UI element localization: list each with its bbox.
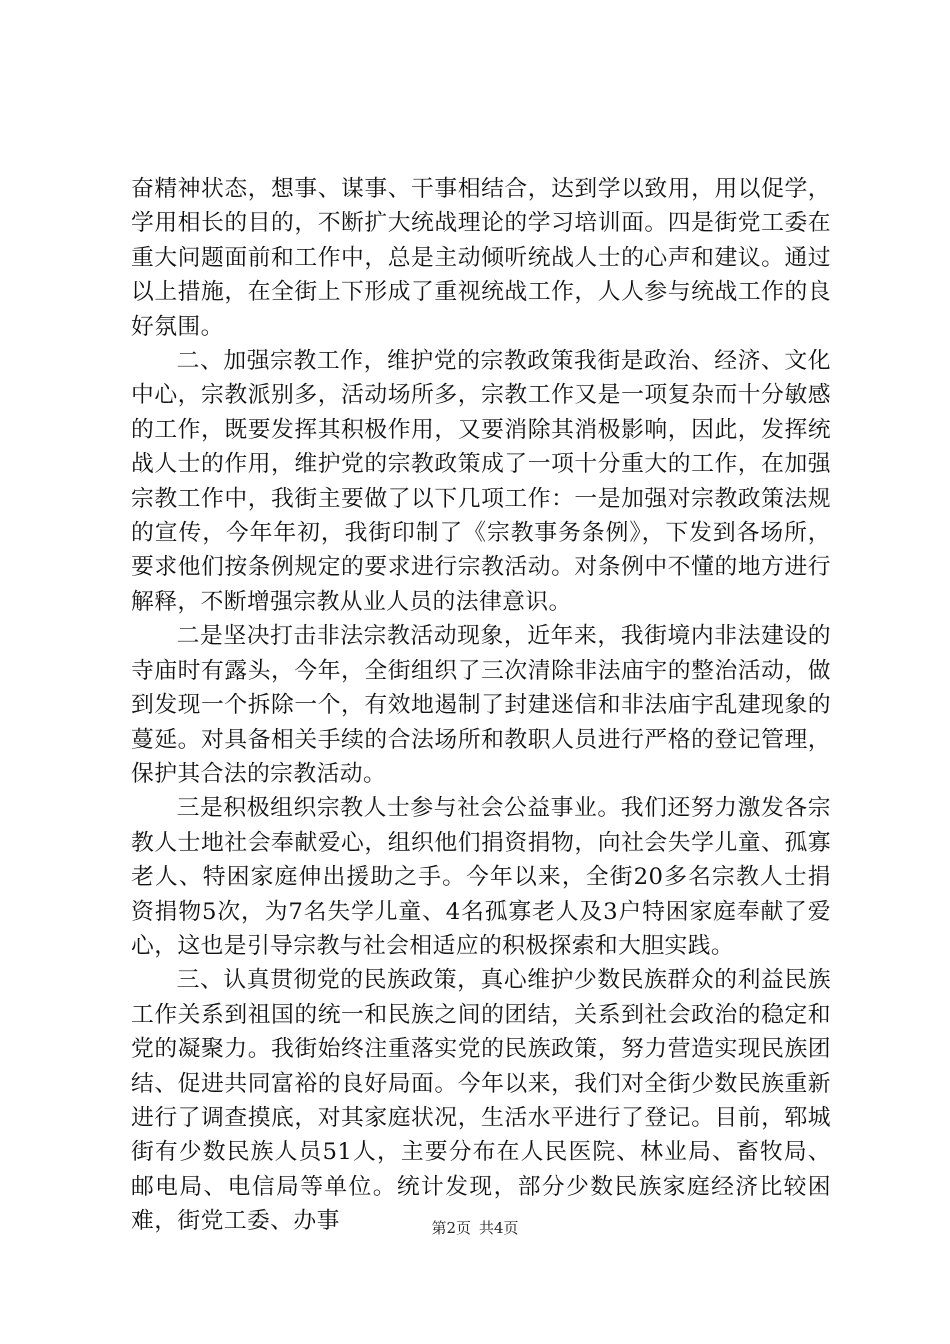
document-body [131, 172, 831, 1239]
page-number: 第2页 [431, 1219, 471, 1237]
paragraph-3: 二是坚决打击非法宗教活动现象，近年来，我街境内非法建设的寺庙时有露头，今年，全街组织了三次清除非法庙宇的整治活动，做到发现一个拆除一个，有效地遏制了封建迷信和非法庙宇乱建现象的蔓延。对具备相关手续的合法场所和教职人员进行严格的登记管理，保护其合法的宗教活动。 [131, 623, 831, 787]
page-total: 共4页 [479, 1219, 519, 1237]
paragraph-5: 三、认真贯彻党的民族政策，真心维护少数民族群众的利益民族工作关系到祖国的统一和民族之间的团结，关系到社会政治的稳定和党的凝聚力。我街始终注重落实党的民族政策，努力营造实现民族团结、促进共同富裕的良好局面。今年以来，我们对全街少数民族重新进行了调查摸底，对其家庭状况，生活水平进行了登记。目前，郓城街有少数民族人员51人，主要分布在人民医院、林业局、畜牧局、邮电局、电信局等单位。统计发现，部分少数民族家庭经济比较困难，街党工委、办事 [131, 967, 831, 1235]
page-footer [0, 1218, 950, 1238]
paragraph-1: 奋精神状态，想事、谋事、干事相结合，达到学以致用，用以促学，学用相长的目的，不断扩大统战理论的学习培训面。四是街党工委在重大问题面前和工作中，总是主动倾听统战人士的心声和建议。通过以上措施，在全街上下形成了重视统战工作，人人参与统战工作的良好氛围。 [131, 176, 831, 340]
paragraph-2: 二、加强宗教工作，维护党的宗教政策我街是政治、经济、文化中心，宗教派别多，活动场所多，宗教工作又是一项复杂而十分敏感的工作，既要发挥其积极作用，又要消除其消极影响，因此，发挥统战人士的作用，维护党的宗教政策成了一项十分重大的工作，在加强宗教工作中，我街主要做了以下几项工作：一是加强对宗教政策法规的宣传，今年年初，我街印制了《宗教事务条例》，下发到各场所，要求他们按条例规定的要求进行宗教活动。对条例中不懂的地方进行解释，不断增强宗教从业人员的法律意识。 [131, 348, 831, 615]
paragraph-4: 三是积极组织宗教人士参与社会公益事业。我们还努力激发各宗教人士地社会奉献爱心，组织他们捐资捐物，向社会失学儿童、孤寡老人、特困家庭伸出援助之手。今年以来，全街20多名宗教人士捐资捐物5次，为7名失学儿童、4名孤寡老人及3户特困家庭奉献了爱心，这也是引导宗教与社会相适应的积极探索和大胆实践。 [131, 795, 831, 959]
